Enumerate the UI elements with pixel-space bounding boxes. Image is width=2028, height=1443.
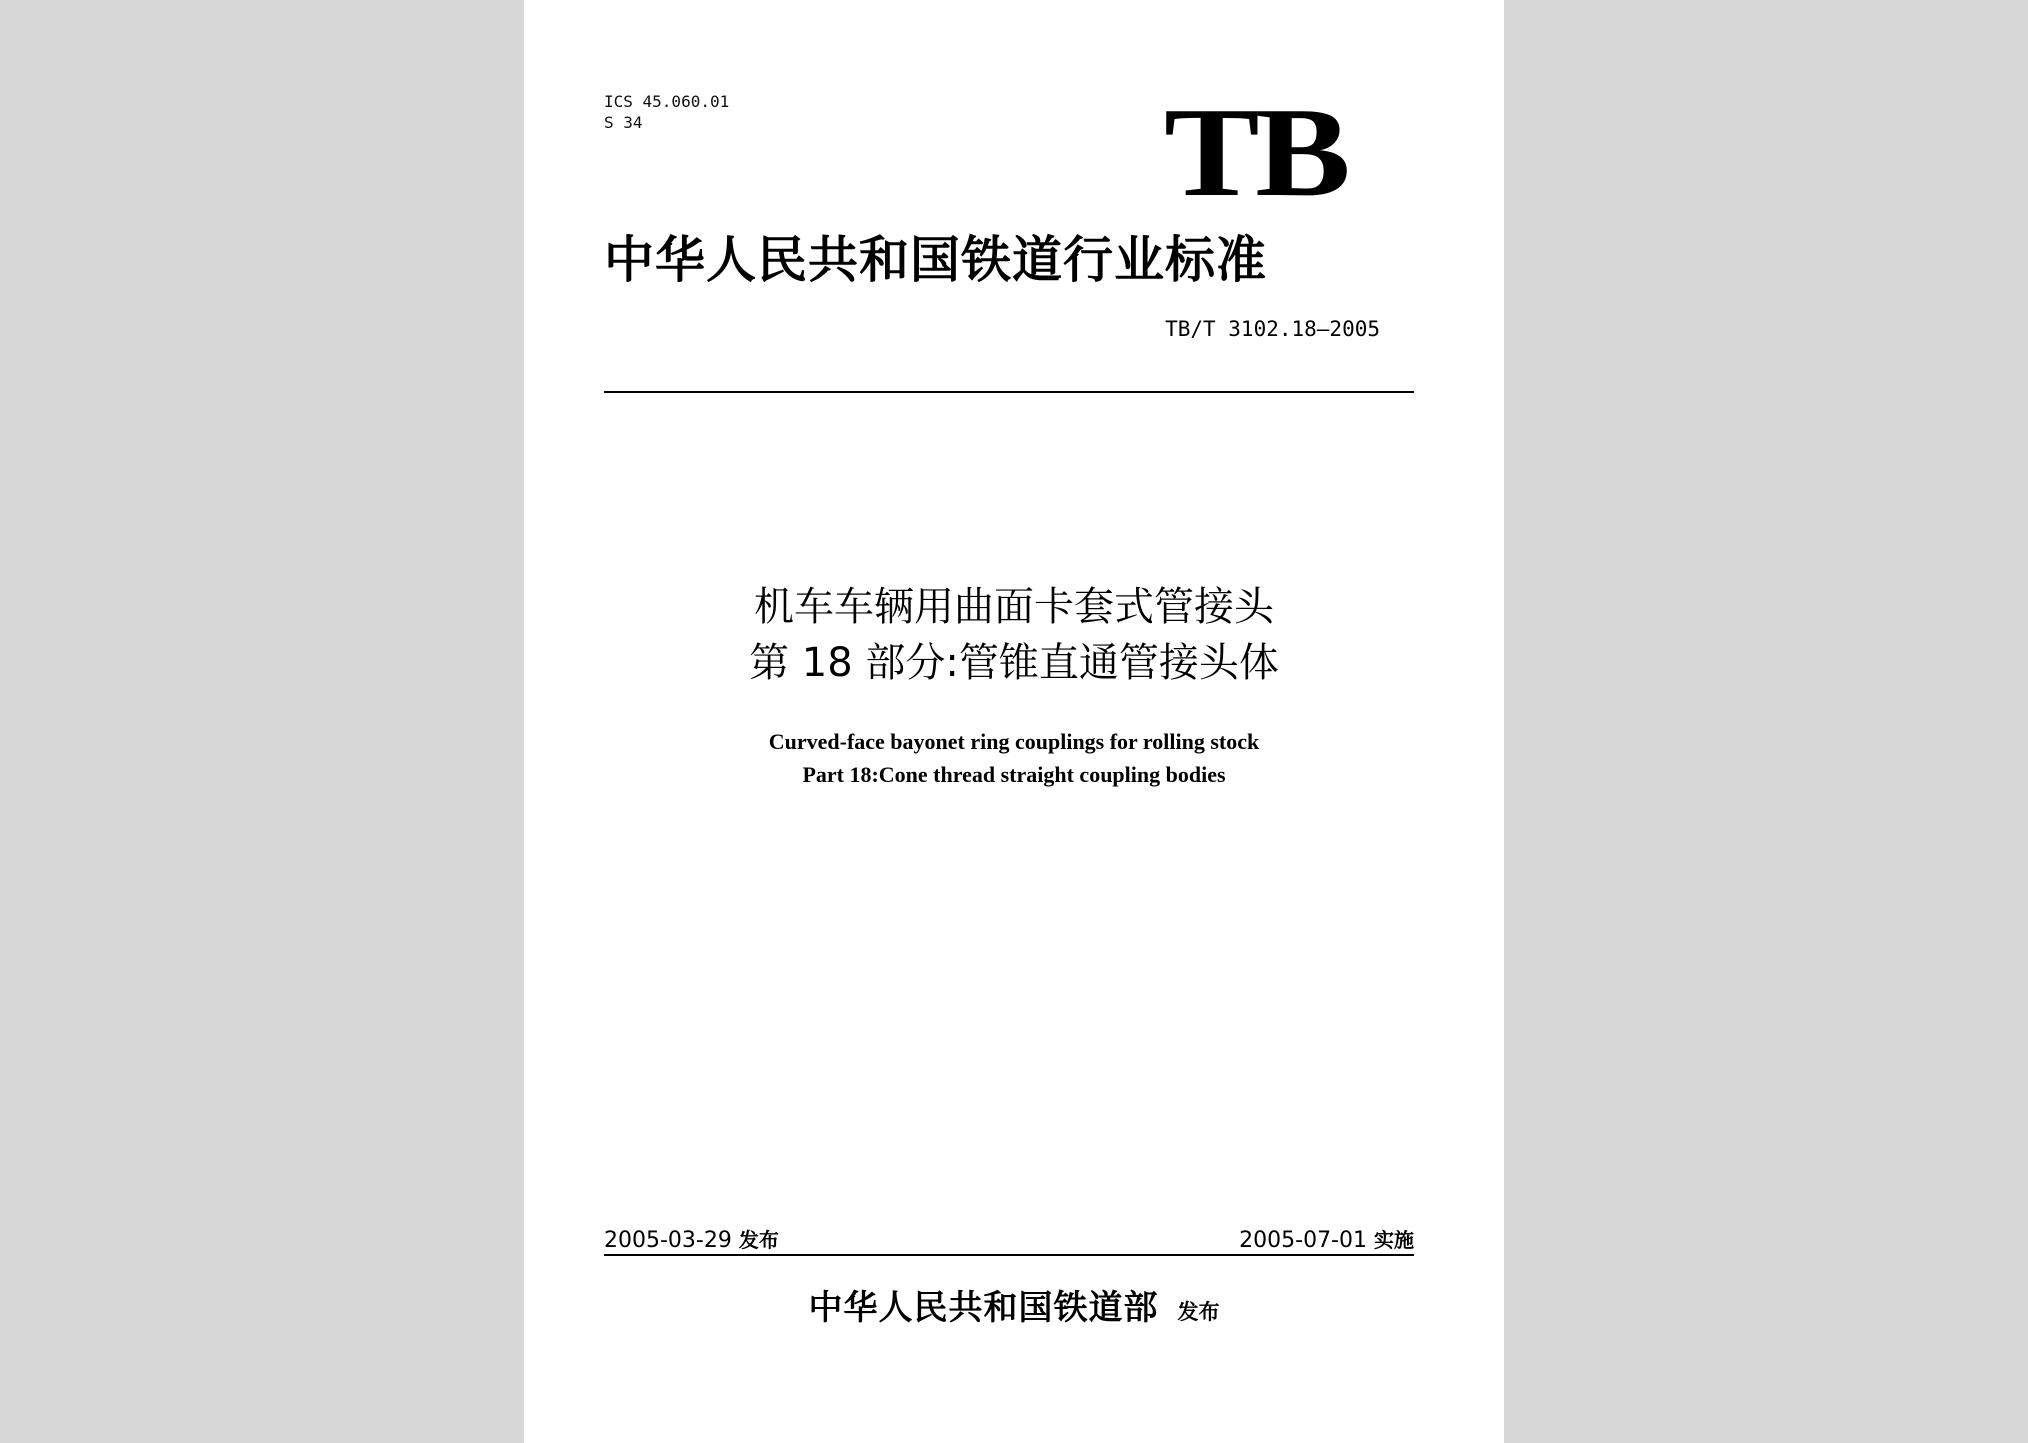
issue-label: 发布 [738,1228,779,1252]
chinese-title-line-2: 第 18 部分:管锥直通管接头体 [749,640,1279,686]
publisher [524,1285,1504,1331]
footer-divider [604,1254,1414,1256]
issue-date [604,1225,779,1256]
classification-codes [604,91,729,133]
publisher-verb: 发布 [1177,1300,1220,1324]
tb-logo: TB [1164,81,1347,223]
issue-date-value: 2005-03-29 [604,1228,732,1253]
standard-number: TB/T 3102.18—2005 [1165,317,1380,341]
publisher-name: 中华人民共和国铁道部 [808,1288,1159,1328]
implementation-date [1239,1225,1414,1256]
organization-title: 中华人民共和国铁道行业标准 [604,230,1267,289]
english-title-line-1: Curved-face bayonet ring couplings for rolling stock [768,729,1260,754]
english-title-line-2: Part 18:Cone thread straight coupling bodies [802,762,1226,787]
chinese-title-line-1: 机车车辆用曲面卡套式管接头 [754,584,1274,630]
ics-code: ICS 45.060.01 [604,92,730,111]
document-page [524,0,1504,1443]
header-divider [604,391,1414,393]
ccs-code: S 34 [604,113,643,132]
implementation-label: 实施 [1374,1228,1414,1252]
implementation-date-value: 2005-07-01 [1239,1228,1367,1253]
